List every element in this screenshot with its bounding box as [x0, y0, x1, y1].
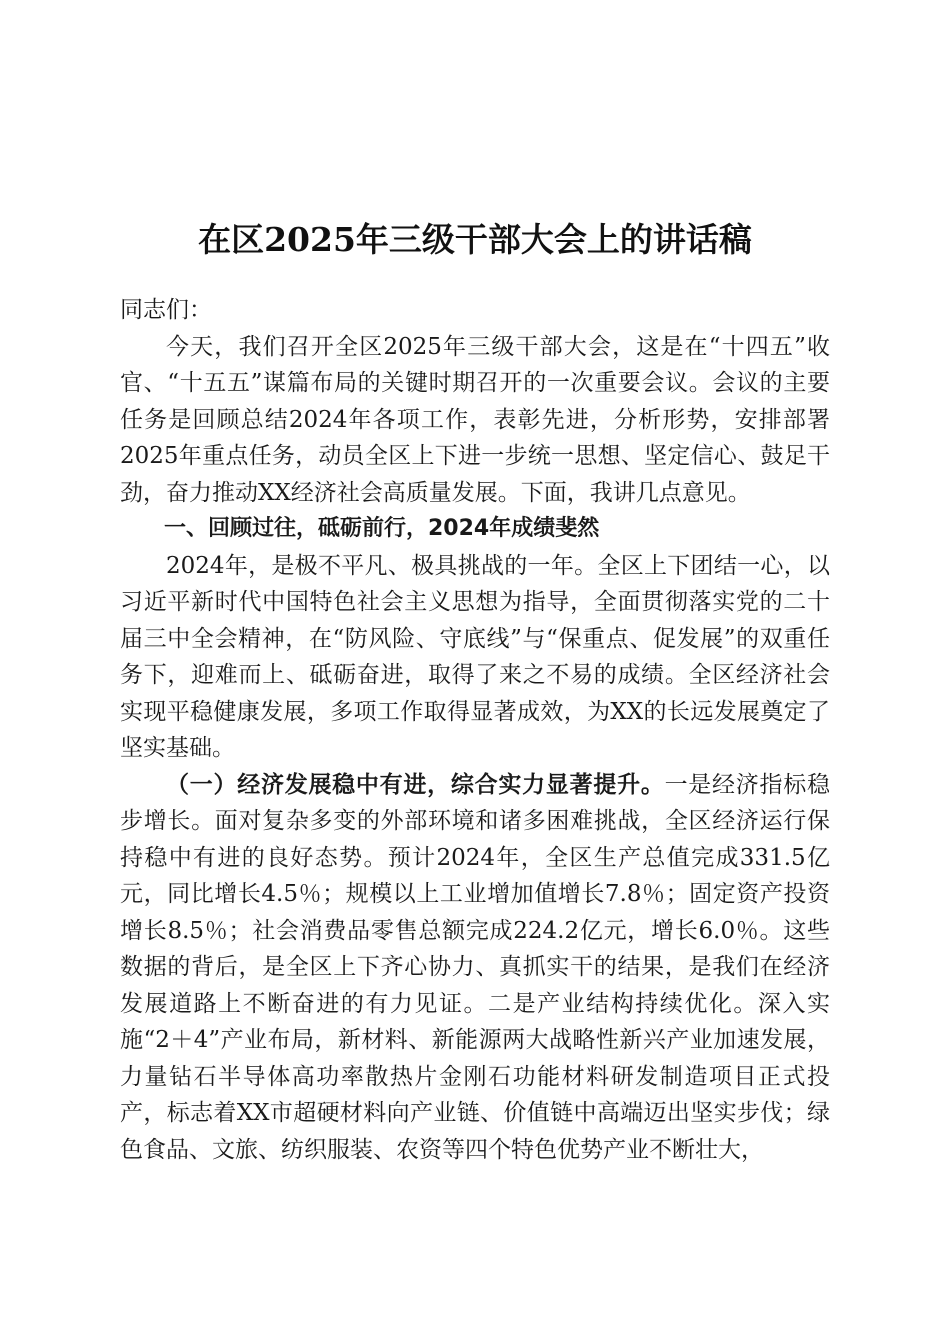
document-body [120, 292, 830, 1168]
subsection-1-text: 一是经济指标稳步增长。面对复杂多变的外部环境和诸多困难挑战，全区经济运行保持稳中有进的良好态势。预计2024年，全区生产总值完成331.5亿元，同比增长4.5％；规模以上工业增加值增长7.8％；固定资产投资增长8.5％；社会消费品零售总额完成224.2亿元，增长6.0％。这些数据的背后，是全区上下齐心协力、真抓实干的结果，是我们在经济发展道路上不断奋进的有力见证。二是产业结构持续优化。深入实施“2＋4”产业布局，新材料、新能源两大战略性新兴产业加速发展，力量钻石半导体高功率散热片金刚石功能材料研发制造项目正式投产，标志着XX市超硬材料向产业链、价值链中高端迈出坚实步伐；绿色食品、文旅、纺织服装、农资等四个特色优势产业不断壮大， [120, 771, 831, 1163]
section-1-paragraph: 2024年，是极不平凡、极具挑战的一年。全区上下团结一心，以习近平新时代中国特色社会主义思想为指导，全面贯彻落实党的二十届三中全会精神，在“防风险、守底线”与“保重点、促发展”的双重任务下，迎难而上、砥砺奋进，取得了来之不易的成绩。全区经济社会实现平稳健康发展，多项工作取得显著成效，为XX的长远发展奠定了坚实基础。 [120, 552, 830, 761]
document-title: 在区2025年三级干部大会上的讲话稿 [198, 220, 752, 260]
salutation: 同志们： [120, 297, 212, 323]
intro-paragraph: 今天，我们召开全区2025年三级干部大会，这是在“十四五”收官、“十五五”谋篇布局的关键时期召开的一次重要会议。会议的主要任务是回顾总结2024年各项工作，表彰先进，分析形势，安排部署2025年重点任务，动员全区上下进一步统一思想、坚定信心、鼓足干劲，奋力推动XX经济社会高质量发展。下面，我讲几点意见。 [120, 333, 830, 506]
subsection-1-paragraph [120, 767, 830, 1169]
section-heading-1: 一、回顾过往，砥砺前行，2024年成绩斐然 [164, 516, 600, 541]
subsection-1-lead: （一）经济发展稳中有进，综合实力显著提升。 [166, 770, 665, 798]
